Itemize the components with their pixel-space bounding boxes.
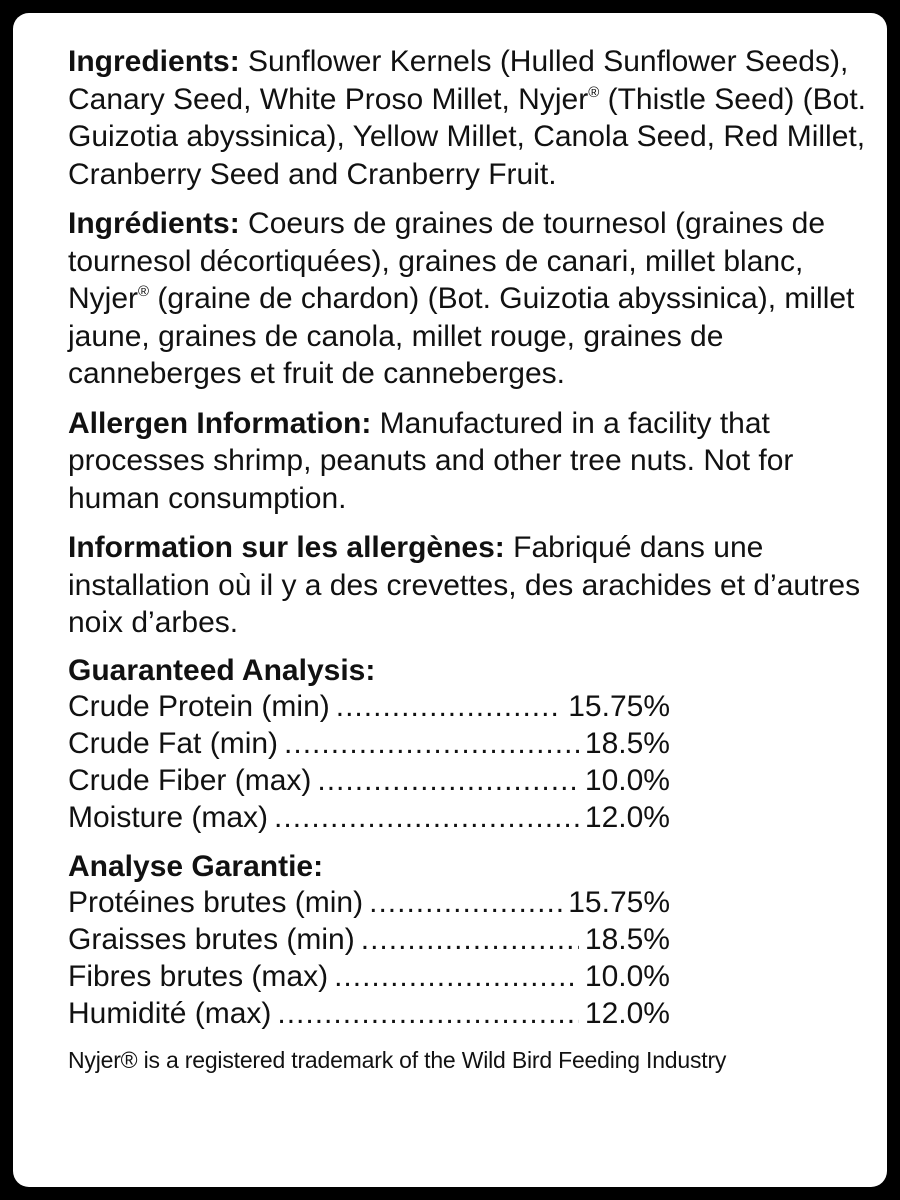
dot-leader [277, 995, 579, 1032]
guaranteed-analysis-french [68, 850, 867, 1032]
analysis-row-name: Moisture (max) [68, 800, 269, 834]
analysis-row-value: 18.5% [584, 726, 670, 760]
ingredient-label-card [13, 13, 887, 1187]
analysis-fr-row-value: 10.0% [584, 959, 670, 993]
analysis-row-name: Crude Fiber (max) [68, 763, 312, 797]
allergen-fr-text: Fabriqué dans une installation où il y a des crevettes, des arachides et d’autres noix d’arbes. [68, 531, 861, 639]
dot-leader [284, 725, 579, 762]
ingredients-fr-text-part-2: (graine de chardon) (Bot. Guizotia abyssinica), millet jaune, graines de canola, millet rouge, graines de canneberges et fruit de canneberges. [68, 282, 855, 390]
ingredients-text-part-2: (Thistle Seed) (Bot. Guizotia abyssinica), Yellow Millet, Canola Seed, Red Millet, Cranberry Seed and Cranberry Fruit. [68, 82, 867, 191]
analysis-fr-heading: Analyse Garantie: [68, 849, 324, 883]
registered-mark-fr: ® [138, 283, 150, 300]
analysis-fr-row [68, 958, 670, 995]
analysis-fr-row-value: 15.75% [568, 885, 670, 919]
ingredients-fr-heading: Ingrédients: [68, 207, 240, 240]
allergen-text: Manufactured in a facility that processes shrimp, peanuts and other tree nuts. Not for human consumption. [68, 406, 794, 515]
ingredients-french [68, 205, 867, 393]
ingredients-english [68, 43, 867, 193]
analysis-fr-row-name: Humidité (max) [68, 996, 272, 1030]
analysis-fr-row [68, 884, 670, 921]
dot-leader [274, 799, 579, 836]
analysis-row [68, 688, 670, 725]
analysis-row-value: 12.0% [584, 800, 670, 834]
analysis-fr-row-name: Graisses brutes (min) [68, 922, 355, 956]
registered-mark: ® [588, 83, 600, 101]
analysis-fr-row-value: 12.0% [584, 996, 670, 1030]
analysis-row [68, 762, 670, 799]
guaranteed-analysis-english [68, 654, 867, 836]
ingredients-text-part-1: Sunflower Kernels (Hulled Sunflower Seeds), Canary Seed, White Proso Millet, Nyjer [68, 45, 849, 116]
analysis-row-value: 15.75% [568, 689, 670, 723]
analysis-row-name: Crude Fat (min) [68, 726, 279, 760]
analysis-fr-row [68, 995, 670, 1032]
allergen-french [68, 529, 867, 642]
analysis-heading: Guaranteed Analysis: [68, 653, 376, 687]
dot-leader [336, 688, 562, 725]
analysis-row [68, 725, 670, 762]
analysis-row-name: Crude Protein (min) [68, 689, 330, 723]
dot-leader [369, 884, 562, 921]
dot-leader [334, 958, 579, 995]
allergen-heading: Allergen Information: [68, 406, 372, 440]
analysis-row-value: 10.0% [584, 763, 670, 797]
dot-leader [361, 921, 579, 958]
analysis-fr-row-value: 18.5% [584, 922, 670, 956]
allergen-english [68, 405, 867, 518]
analysis-fr-row-name: Fibres brutes (max) [68, 959, 329, 993]
ingredients-fr-text-part-1: Coeurs de graines de tournesol (graines de tournesol décortiquées), graines de canari, millet blanc, Nyjer [68, 207, 826, 315]
analysis-row [68, 799, 670, 836]
dot-leader [317, 762, 579, 799]
analysis-fr-row-name: Protéines brutes (min) [68, 885, 364, 919]
allergen-fr-heading: Information sur les allergènes: [68, 531, 505, 564]
ingredients-heading: Ingredients: [68, 45, 240, 78]
analysis-fr-row [68, 921, 670, 958]
trademark-note: Nyjer® is a registered trademark of the Wild Bird Feeding Industry [68, 1046, 727, 1073]
